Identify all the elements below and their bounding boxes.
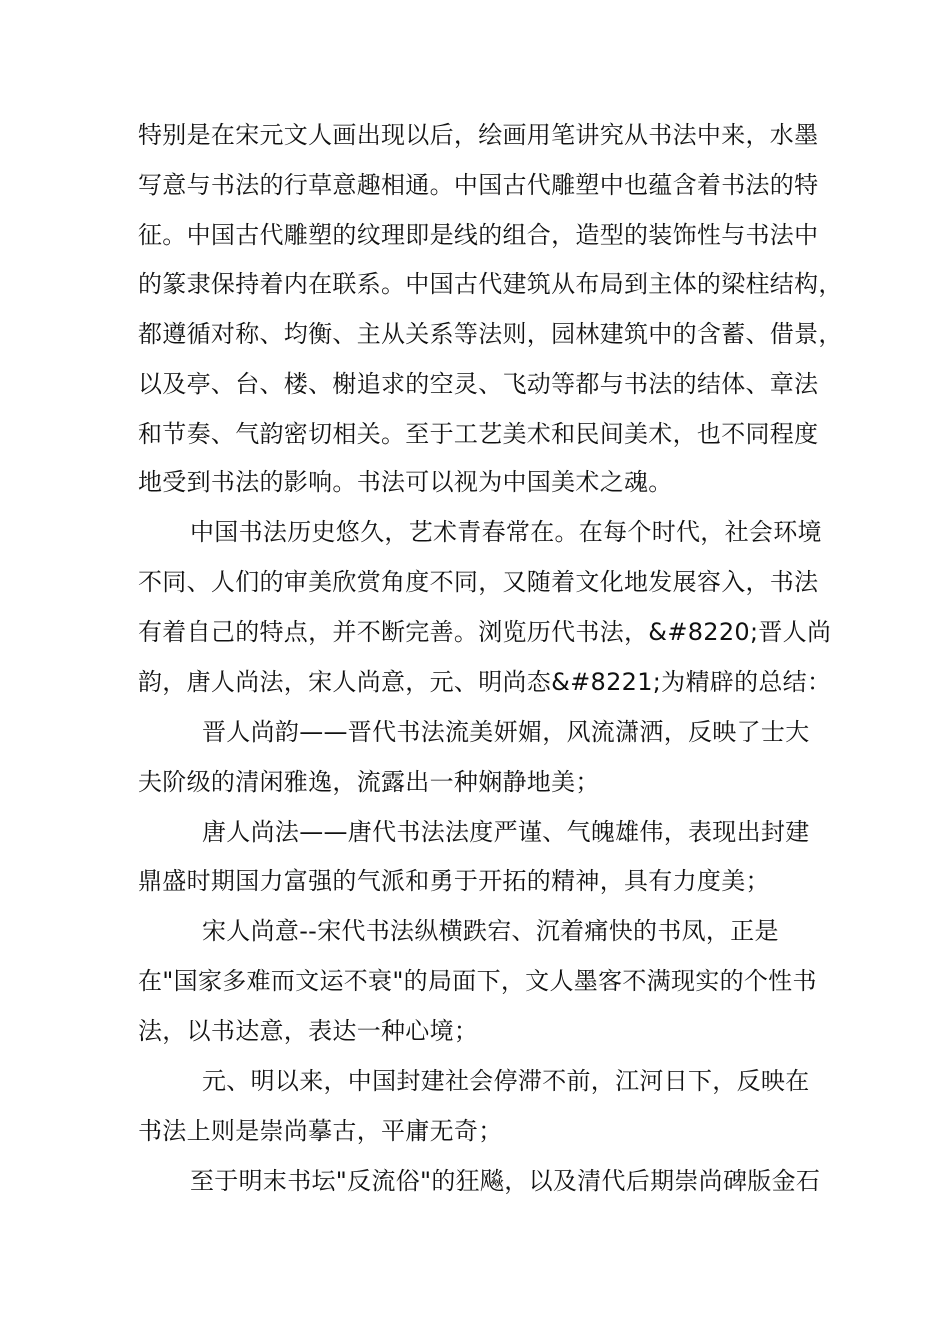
paragraph-first-line: 晋人尚韵——晋代书法流美妍媚，风流潇洒，反映了士大 [202,718,810,746]
text-line: 不同、人们的审美欣赏角度不同，又随着文化地发展容入，书法 [138,568,819,596]
text-line: 夫阶级的清闲雅逸，流露出一种娴静地美； [138,768,600,796]
text-line: 写意与书法的行草意趣相通。中国古代雕塑中也蕴含着书法的特 [138,171,819,199]
text-line: 鼎盛时期国力富强的气派和勇于开拓的精神，具有力度美； [138,867,770,895]
text-line: 征。中国古代雕塑的纹理即是线的组合，造型的装饰性与书法中 [138,221,819,249]
text-line: 法，以书达意，表达一种心境； [138,1017,479,1045]
text-line: 特别是在宋元文人画出现以后，绘画用笔讲究从书法中来，水墨 [138,121,819,149]
paragraph-first-line: 中国书法历史悠久，艺术青春常在。在每个时代，社会环境 [190,518,822,546]
text-line: 和节奏、气韵密切相关。至于工艺美术和民间美术，也不同程度 [138,420,819,448]
paragraph-first-line: 元、明以来，中国封建社会停滞不前，江河日下，反映在 [202,1067,810,1095]
text-line: 韵，唐人尚法，宋人尚意，元、明尚态&#8221;为精辟的总结： [138,668,832,696]
text-line: 都遵循对称、均衡、主从关系等法则，园林建筑中的含蓄、借景， [138,320,843,348]
paragraph-first-line: 宋人尚意--宋代书法纵横跌宕、沉着痛快的书凤，正是 [202,917,779,945]
text-line: 书法上则是崇尚摹古，平庸无奇； [138,1117,503,1145]
paragraph-first-line: 至于明末书坛"反流俗"的狂飚，以及清代后期崇尚碑版金石 [190,1167,821,1195]
text-line: 的篆隶保持着内在联系。中国古代建筑从布局到主体的梁柱结构， [138,270,843,298]
text-line: 有着自己的特点，并不断完善。浏览历代书法，&#8220;晋人尚 [138,618,832,646]
text-line: 以及亭、台、楼、榭追求的空灵、飞动等都与书法的结体、章法 [138,370,819,398]
text-line: 在"国家多难而文运不衰"的局面下，文人墨客不满现实的个性书 [138,967,817,995]
text-line: 地受到书法的影响。书法可以视为中国美术之魂。 [138,468,673,496]
paragraph-first-line: 唐人尚法——唐代书法法度严谨、气魄雄伟，表现出封建 [202,818,810,846]
